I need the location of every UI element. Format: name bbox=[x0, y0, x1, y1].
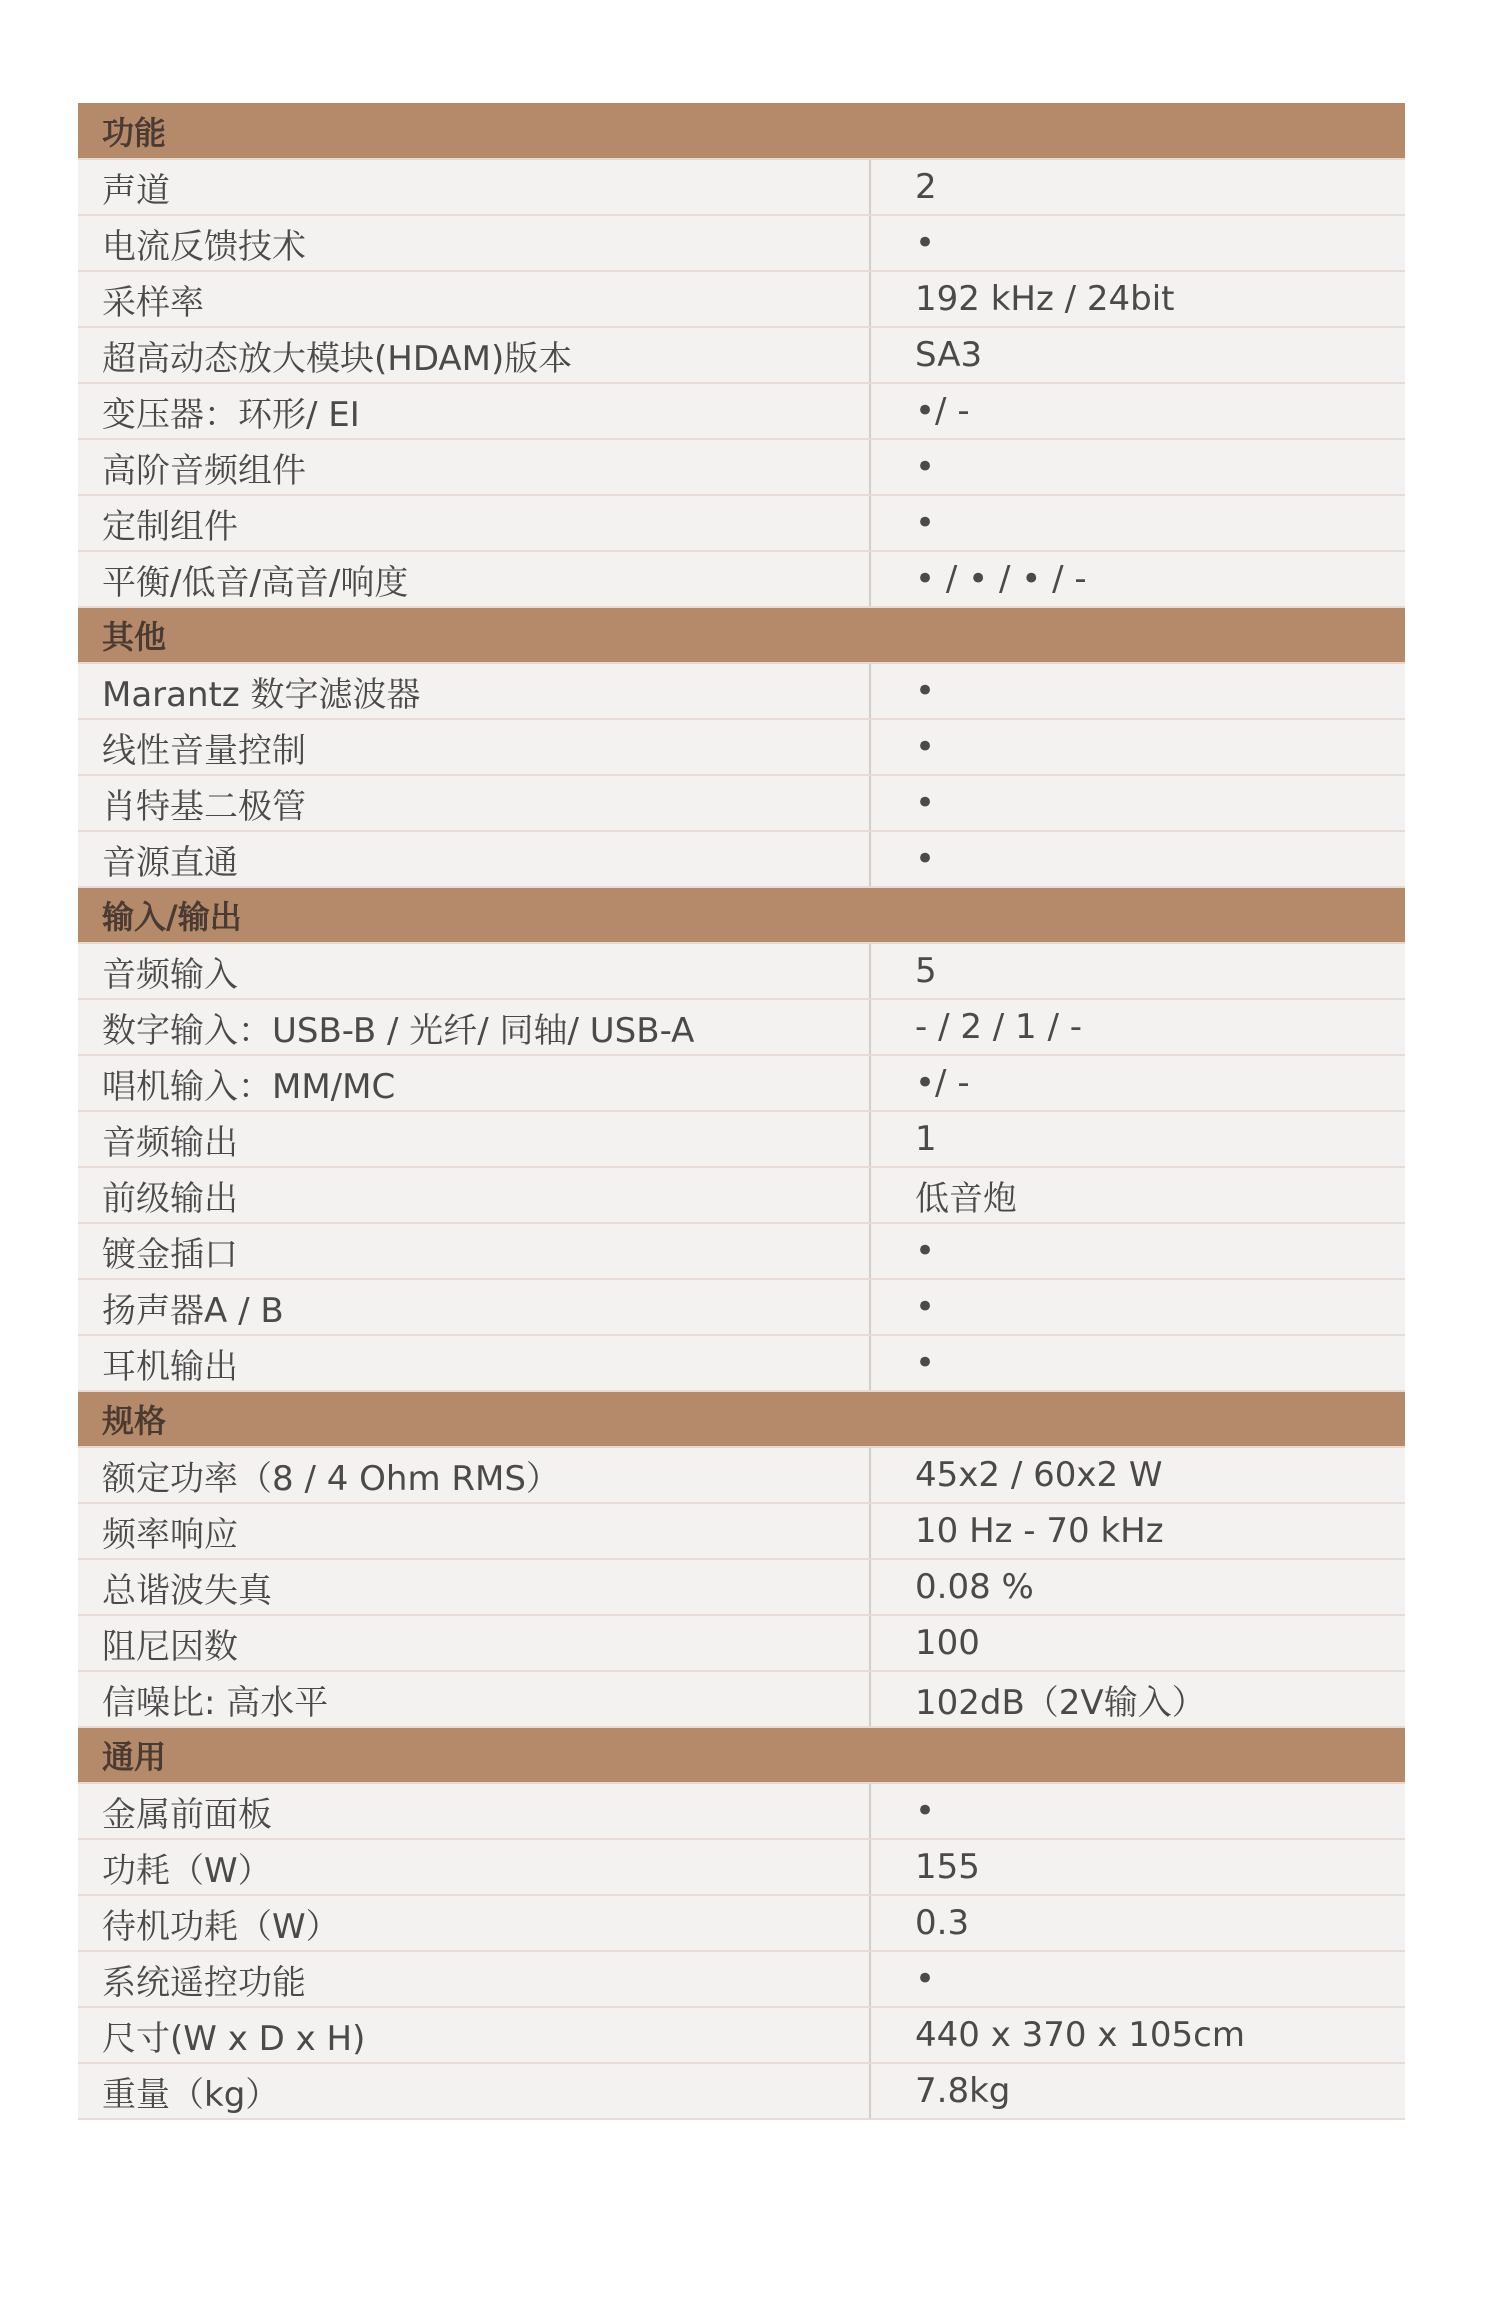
spec-row bbox=[78, 1223, 1405, 1279]
spec-value: • bbox=[870, 439, 1405, 495]
spec-table bbox=[78, 103, 1405, 2120]
spec-label: 镀金插口 bbox=[78, 1223, 870, 1279]
spec-label: 超高动态放大模块(HDAM)版本 bbox=[78, 327, 870, 383]
spec-label: 声道 bbox=[78, 159, 870, 215]
spec-label: 耳机输出 bbox=[78, 1335, 870, 1391]
spec-row bbox=[78, 1279, 1405, 1335]
spec-row bbox=[78, 1951, 1405, 2007]
spec-label: 唱机输入：MM/MC bbox=[78, 1055, 870, 1111]
spec-row bbox=[78, 159, 1405, 215]
spec-row bbox=[78, 1559, 1405, 1615]
spec-label: 尺寸(W x D x H) bbox=[78, 2007, 870, 2063]
spec-label: 平衡/低音/高音/响度 bbox=[78, 551, 870, 607]
spec-label: 信噪比: 高水平 bbox=[78, 1671, 870, 1727]
spec-value: • bbox=[870, 663, 1405, 719]
spec-row bbox=[78, 1503, 1405, 1559]
spec-row bbox=[78, 1447, 1405, 1503]
spec-value: 7.8kg bbox=[870, 2063, 1405, 2119]
spec-label: 前级输出 bbox=[78, 1167, 870, 1223]
spec-value: • bbox=[870, 1951, 1405, 2007]
spec-label: 数字输入：USB-B / 光纤/ 同轴/ USB-A bbox=[78, 999, 870, 1055]
spec-row bbox=[78, 215, 1405, 271]
spec-value: • bbox=[870, 1223, 1405, 1279]
spec-value: • bbox=[870, 1783, 1405, 1839]
spec-row bbox=[78, 831, 1405, 887]
spec-label: 电流反馈技术 bbox=[78, 215, 870, 271]
spec-row bbox=[78, 1111, 1405, 1167]
spec-value: • bbox=[870, 215, 1405, 271]
spec-value: •/ - bbox=[870, 1055, 1405, 1111]
spec-value: 100 bbox=[870, 1615, 1405, 1671]
spec-row bbox=[78, 1895, 1405, 1951]
spec-label: 待机功耗（W） bbox=[78, 1895, 870, 1951]
spec-value: 5 bbox=[870, 943, 1405, 999]
spec-row bbox=[78, 327, 1405, 383]
spec-label: 扬声器A / B bbox=[78, 1279, 870, 1335]
section-title: 规格 bbox=[78, 1391, 1405, 1447]
spec-value: • bbox=[870, 775, 1405, 831]
spec-row bbox=[78, 2007, 1405, 2063]
spec-row bbox=[78, 1783, 1405, 1839]
spec-value: 155 bbox=[870, 1839, 1405, 1895]
spec-label: 音频输入 bbox=[78, 943, 870, 999]
section-title: 输入/输出 bbox=[78, 887, 1405, 943]
section-header bbox=[78, 1727, 1405, 1783]
spec-label: 系统遥控功能 bbox=[78, 1951, 870, 2007]
spec-value: 192 kHz / 24bit bbox=[870, 271, 1405, 327]
spec-label: 频率响应 bbox=[78, 1503, 870, 1559]
spec-row bbox=[78, 271, 1405, 327]
spec-row bbox=[78, 439, 1405, 495]
section-header bbox=[78, 103, 1405, 159]
spec-label: 定制组件 bbox=[78, 495, 870, 551]
section-title: 通用 bbox=[78, 1727, 1405, 1783]
spec-value: 2 bbox=[870, 159, 1405, 215]
spec-value: • bbox=[870, 1335, 1405, 1391]
spec-value: • bbox=[870, 1279, 1405, 1335]
spec-label: 音源直通 bbox=[78, 831, 870, 887]
spec-label: 额定功率（8 / 4 Ohm RMS） bbox=[78, 1447, 870, 1503]
spec-value: 0.3 bbox=[870, 1895, 1405, 1951]
spec-row bbox=[78, 999, 1405, 1055]
spec-value: •/ - bbox=[870, 383, 1405, 439]
section-title: 功能 bbox=[78, 103, 1405, 159]
spec-value: • bbox=[870, 831, 1405, 887]
spec-value: 低音炮 bbox=[870, 1167, 1405, 1223]
spec-label: 采样率 bbox=[78, 271, 870, 327]
spec-value: • bbox=[870, 495, 1405, 551]
spec-label: 金属前面板 bbox=[78, 1783, 870, 1839]
section-title: 其他 bbox=[78, 607, 1405, 663]
spec-row bbox=[78, 495, 1405, 551]
spec-value: 440 x 370 x 105cm bbox=[870, 2007, 1405, 2063]
spec-row bbox=[78, 2063, 1405, 2119]
spec-label: 线性音量控制 bbox=[78, 719, 870, 775]
spec-label: 变压器：环形/ EI bbox=[78, 383, 870, 439]
section-header bbox=[78, 887, 1405, 943]
spec-label: 肖特基二极管 bbox=[78, 775, 870, 831]
spec-label: 音频输出 bbox=[78, 1111, 870, 1167]
spec-row bbox=[78, 383, 1405, 439]
spec-value: 10 Hz - 70 kHz bbox=[870, 1503, 1405, 1559]
section-header bbox=[78, 607, 1405, 663]
spec-value: 0.08 % bbox=[870, 1559, 1405, 1615]
spec-value: SA3 bbox=[870, 327, 1405, 383]
spec-label: 功耗（W） bbox=[78, 1839, 870, 1895]
spec-value: 1 bbox=[870, 1111, 1405, 1167]
spec-row bbox=[78, 719, 1405, 775]
spec-value: 102dB（2V输入） bbox=[870, 1671, 1405, 1727]
spec-label: 重量（kg） bbox=[78, 2063, 870, 2119]
spec-row bbox=[78, 663, 1405, 719]
spec-row bbox=[78, 1671, 1405, 1727]
spec-label: 阻尼因数 bbox=[78, 1615, 870, 1671]
spec-label: Marantz 数字滤波器 bbox=[78, 663, 870, 719]
spec-row bbox=[78, 1335, 1405, 1391]
spec-value: 45x2 / 60x2 W bbox=[870, 1447, 1405, 1503]
spec-value: - / 2 / 1 / - bbox=[870, 999, 1405, 1055]
spec-row bbox=[78, 1839, 1405, 1895]
spec-row bbox=[78, 1055, 1405, 1111]
spec-row bbox=[78, 1615, 1405, 1671]
section-header bbox=[78, 1391, 1405, 1447]
spec-value: • bbox=[870, 719, 1405, 775]
spec-label: 总谐波失真 bbox=[78, 1559, 870, 1615]
spec-row bbox=[78, 1167, 1405, 1223]
spec-row bbox=[78, 775, 1405, 831]
spec-row bbox=[78, 943, 1405, 999]
spec-value: • / • / • / - bbox=[870, 551, 1405, 607]
spec-row bbox=[78, 551, 1405, 607]
spec-label: 高阶音频组件 bbox=[78, 439, 870, 495]
